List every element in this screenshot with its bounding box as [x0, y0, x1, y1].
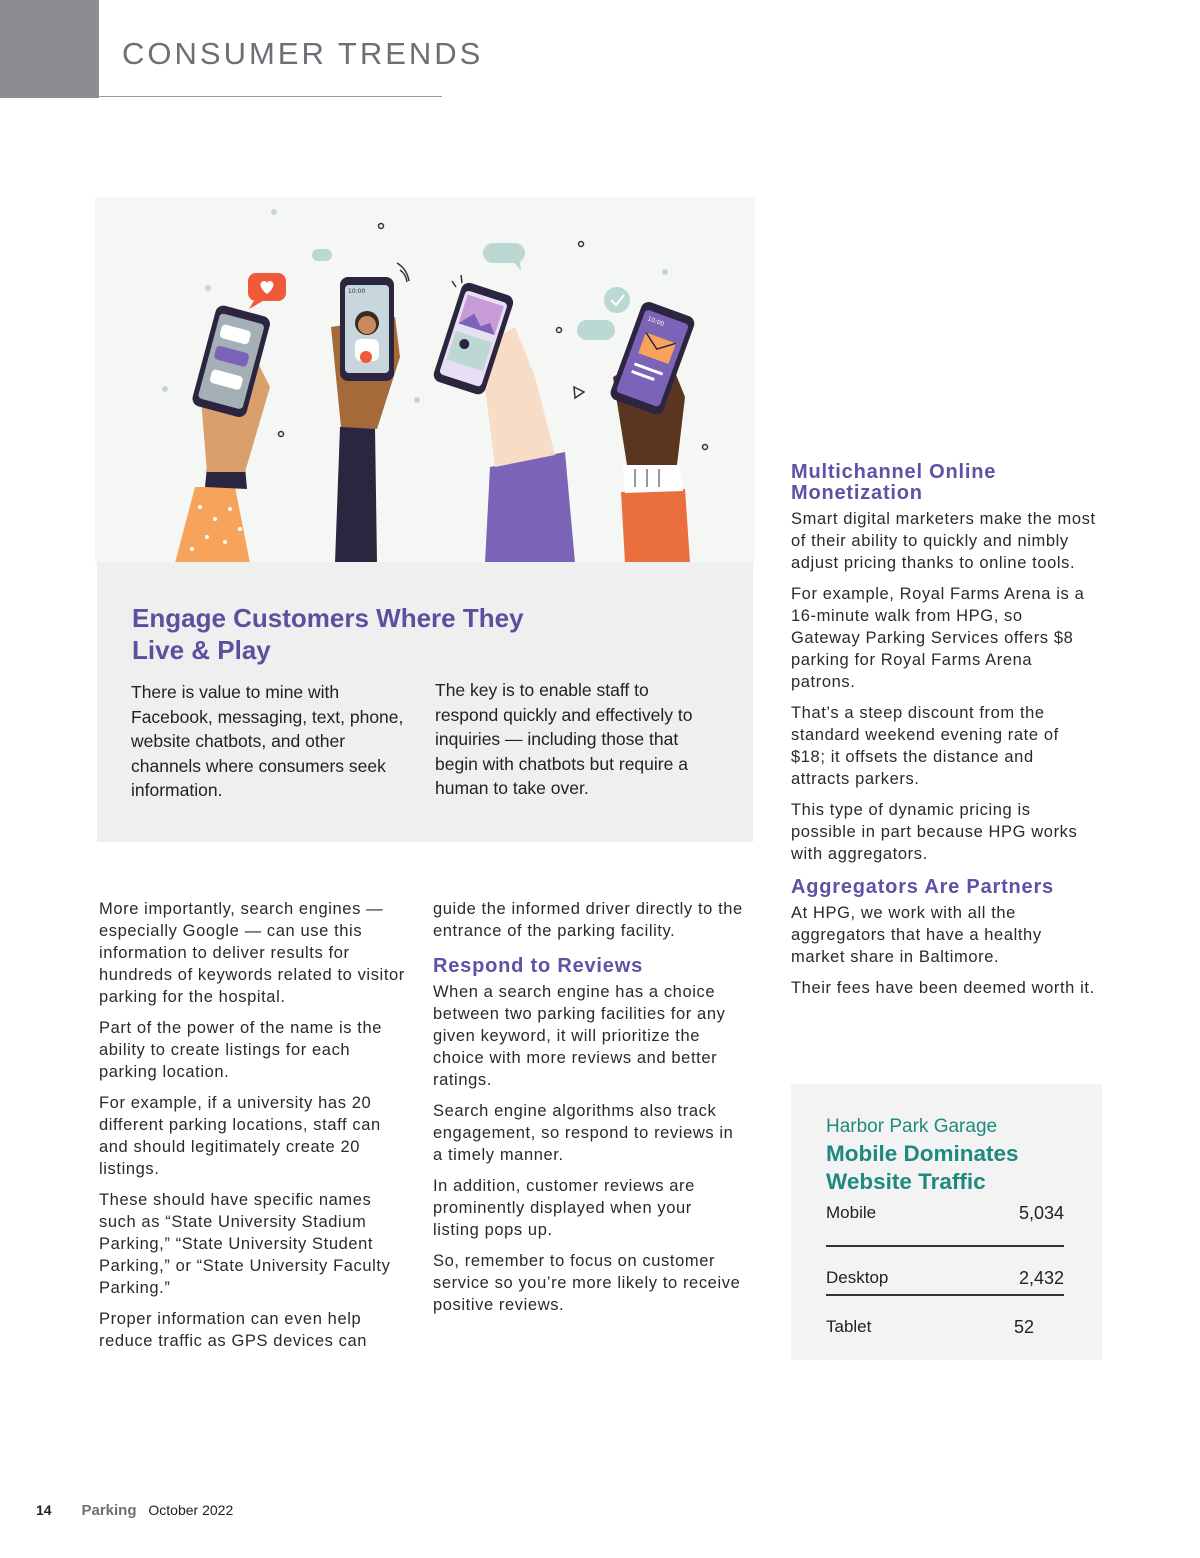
stats-table — [826, 1198, 1064, 1343]
paragraph: So, remember to focus on customer service so you’re more likely to receive positive reviews. — [433, 1252, 741, 1314]
paragraph: When a search engine has a choice between two parking facilities for any given keyword, it will prioritize the choice with more reviews and better ratings. — [433, 983, 726, 1089]
play-triangle-icon — [574, 387, 584, 398]
checkmark-bubble-icon — [604, 287, 630, 313]
paragraph: Proper information can even help reduce traffic as GPS devices can — [99, 1310, 368, 1350]
subheading-aggregators-partners: Aggregators Are Partners — [791, 876, 1054, 898]
heart-bubble-icon — [248, 273, 286, 309]
section-color-tab — [0, 0, 99, 98]
paragraph: guide the informed driver directly to the entrance of the parking facility. — [433, 900, 743, 940]
magazine-name: Parking — [81, 1502, 137, 1519]
svg-text:10:00: 10:00 — [646, 315, 666, 328]
paragraph: That’s a steep discount from the standard weekend evening rate of $18; it offsets the distance and attracts parkers. — [791, 704, 1059, 788]
paragraph: Smart digital marketers make the most of their ability to quickly and nimbly adjust pricing thanks to online tools. — [791, 510, 1096, 572]
paragraph: Search engine algorithms also track engagement, so respond to reviews in a timely manner. — [433, 1102, 734, 1164]
page-number: 14 — [36, 1502, 52, 1518]
table-row — [826, 1198, 1064, 1247]
paragraph: In addition, customer reviews are prominently displayed when your listing pops up. — [433, 1177, 695, 1239]
feature-title: Engage Customers Where They Live & Play — [132, 603, 524, 665]
stat-label: Desktop — [826, 1268, 889, 1287]
section-title: CONSUMER TRENDS — [122, 36, 484, 71]
feature-right-text: The key is to enable staff to respond quickly and effectively to inquiries — including those that begin with chatbots but require a human to take over. — [435, 680, 693, 798]
svg-text:10:00: 10:00 — [348, 288, 366, 295]
stat-label: Mobile — [826, 1203, 877, 1222]
stat-value: 5,034 — [1018, 1203, 1064, 1223]
article-column-3 — [791, 462, 1096, 1008]
feature-left-text: There is value to mine with Facebook, messaging, text, phone, website chatbots, and other channels where consumers seek information. — [131, 682, 404, 800]
paragraph: For example, Royal Farms Arena is a 16-minute walk from HPG, so Gateway Parking Services offers $8 parking for Royal Farms Arena patrons. — [791, 585, 1085, 691]
paragraph: At HPG, we work with all the aggregators that have a healthy market share in Baltimore. — [791, 904, 1042, 966]
hands-with-phones-illustration — [95, 197, 755, 563]
signal-lines-icon — [397, 263, 462, 287]
paragraph: Their fees have been deemed worth it. — [791, 979, 1095, 997]
paragraph: Part of the power of the name is the ability to create listings for each parking location. — [99, 1019, 382, 1081]
paragraph: This type of dynamic pricing is possible in part because HPG works with aggregators. — [791, 801, 1078, 863]
paragraph: These should have specific names such as “State University Stadium Parking,” “State University Student Parking,” or “State University Faculty Parking.” — [99, 1191, 391, 1297]
table-row — [826, 1296, 1064, 1343]
traffic-stats-box — [791, 1084, 1102, 1360]
paragraph: More importantly, search engines — especially Google — can use this information to deliver results for hundreds of keywords related to visitor parking for the hospital. — [99, 900, 405, 1006]
stats-eyebrow: Harbor Park Garage — [826, 1116, 998, 1137]
stat-label: Tablet — [826, 1317, 872, 1336]
stat-value: 52 — [1014, 1317, 1035, 1337]
subheading-respond-to-reviews: Respond to Reviews — [433, 955, 643, 977]
stat-value: 2,432 — [1018, 1268, 1064, 1288]
feature-callout-box — [97, 562, 753, 842]
paragraph: For example, if a university has 20 different parking locations, staff can and should legitimately create 20 listings. — [99, 1094, 381, 1178]
section-divider — [99, 96, 442, 97]
article-column-2 — [433, 898, 743, 1325]
table-row — [826, 1247, 1064, 1296]
call-icon — [360, 351, 372, 363]
article-column-1 — [99, 898, 409, 1361]
page-footer — [36, 1502, 233, 1519]
issue-date: October 2022 — [148, 1502, 234, 1518]
subheading-multichannel-monetization: Multichannel Online Monetization — [791, 461, 997, 504]
stats-title: Mobile Dominates Website Traffic — [826, 1141, 1019, 1194]
